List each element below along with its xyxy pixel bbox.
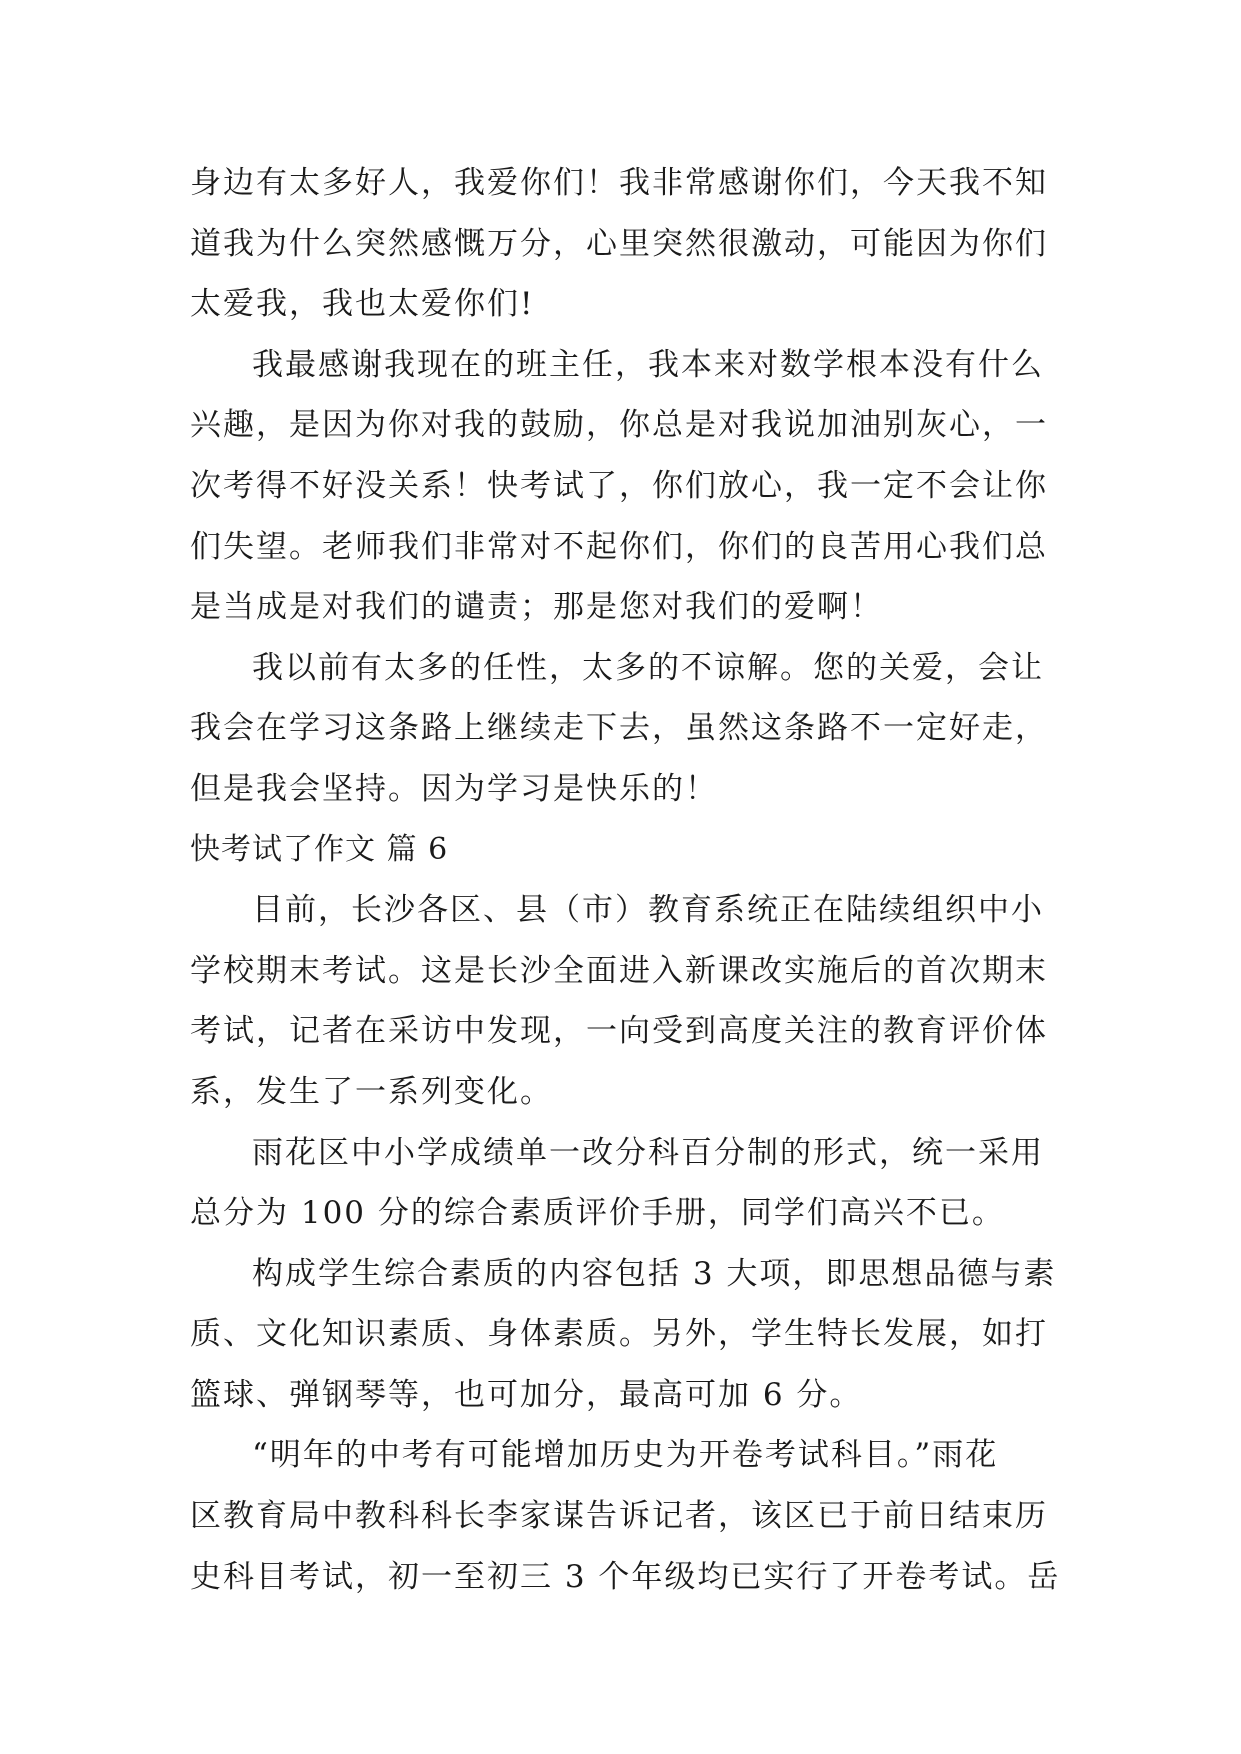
text-line: 但是我会坚持。因为学习是快乐的！: [190, 770, 718, 807]
document-body: [190, 153, 1061, 1607]
text-line: 史科目考试，初一至初三 3 个年级均已实行了开卷考试。岳: [190, 1558, 1061, 1595]
text-line: 学校期末考试。这是长沙全面进入新课改实施后的首次期末: [190, 952, 1048, 989]
text-line: 目前，长沙各区、县（市）教育系统正在陆续组织中小: [252, 892, 1044, 929]
text-line: 总分为 100 分的综合素质评价手册，同学们高兴不已。: [190, 1195, 1005, 1232]
text-line: 我会在学习这条路上继续走下去，虽然这条路不一定好走，: [190, 710, 1048, 747]
text-line: 兴趣，是因为你对我的鼓励，你总是对我说加油别灰心，一: [190, 407, 1048, 444]
text-line: 是当成是对我们的谴责；那是您对我们的爱啊！: [190, 589, 883, 626]
text-line: 道我为什么突然感慨万分，心里突然很激动，可能因为你们: [190, 225, 1048, 262]
text-line: 我以前有太多的任性，太多的不谅解。您的关爱，会让: [252, 649, 1044, 686]
text-line: 系，发生了一系列变化。: [190, 1073, 553, 1110]
text-line: 考试，记者在采访中发现，一向受到高度关注的教育评价体: [190, 1013, 1048, 1050]
text-line: 身边有太多好人，我爱你们！我非常感谢你们，今天我不知: [190, 165, 1048, 201]
text-line: 雨花区中小学成绩单一改分科百分制的形式，统一采用: [252, 1134, 1044, 1171]
text-line: 篮球、弹钢琴等，也可加分，最高可加 6 分。: [190, 1376, 863, 1413]
text-line: 构成学生综合素质的内容包括 3 大项，即思想品德与素: [252, 1255, 1057, 1292]
text-line: 区教育局中教科科长李家谋告诉记者，该区已于前日结束历: [190, 1498, 1048, 1535]
section-heading: 快考试了作文 篇 6: [190, 831, 449, 867]
text-line: 们失望。老师我们非常对不起你们，你们的良苦用心我们总: [190, 528, 1048, 565]
text-line: 太爱我，我也太爱你们!: [190, 286, 535, 323]
text-line: 质、文化知识素质、身体素质。另外，学生特长发展，如打: [190, 1316, 1048, 1353]
text-line: “明年的中考有可能增加历史为开卷考试科目。”雨花: [252, 1437, 999, 1474]
text-line: 次考得不好没关系！快考试了，你们放心，我一定不会让你: [190, 467, 1048, 504]
text-line: 我最感谢我现在的班主任，我本来对数学根本没有什么: [252, 346, 1044, 383]
